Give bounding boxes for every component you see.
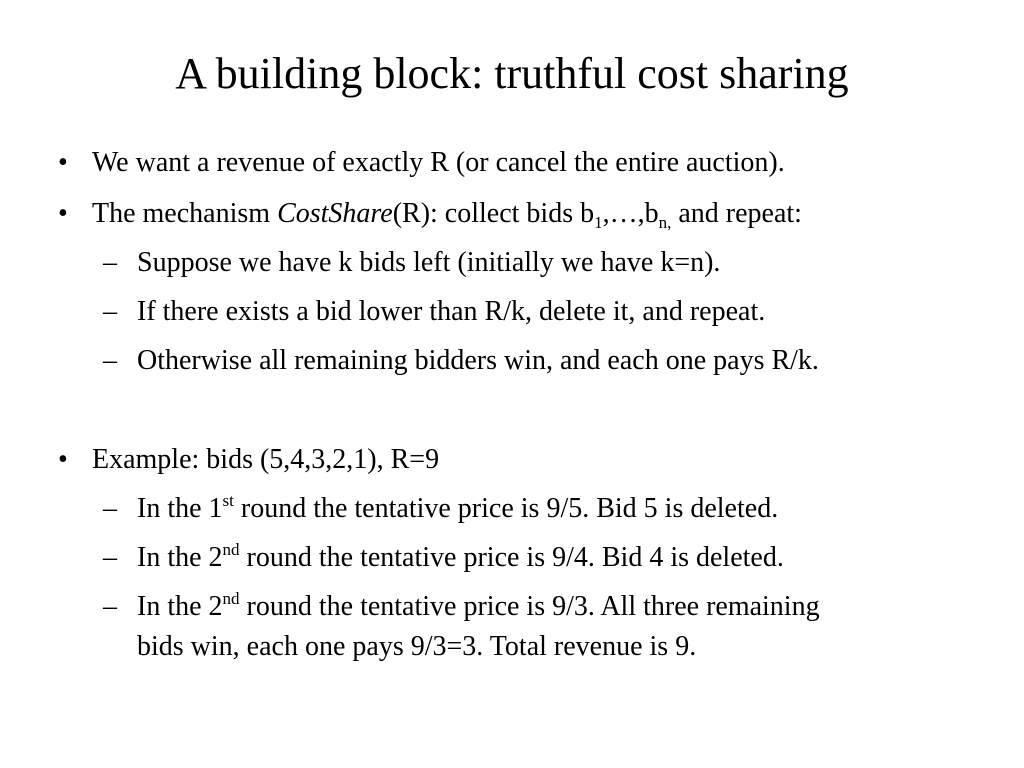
- text-segment: In the 1: [137, 493, 223, 524]
- superscript: nd: [222, 589, 240, 608]
- text-segment: round the tentative price is 9/4. Bid 4 is deleted.: [239, 542, 784, 573]
- bullet-marker: •: [58, 147, 68, 178]
- bullet-mechanism: [92, 197, 802, 231]
- text-segment: round the tentative price is 9/3. All three remaining: [239, 591, 820, 622]
- dash-marker: –: [103, 247, 117, 278]
- dash-marker: –: [103, 591, 117, 622]
- subscript: 1: [594, 213, 603, 232]
- text-segment: In the 2: [137, 542, 223, 573]
- sub-bullet-round-3: [137, 590, 820, 624]
- sub-bullet-round-3-continuation: bids win, each one pays 9/3=3. Total revenue is 9.: [137, 631, 697, 662]
- bullet-example: Example: bids (5,4,3,2,1), R=9: [92, 444, 440, 475]
- dash-marker: –: [103, 542, 117, 573]
- bullet-revenue: We want a revenue of exactly R (or cancel the entire auction).: [92, 147, 785, 178]
- dash-marker: –: [103, 493, 117, 524]
- sub-bullet-round-2: [137, 541, 784, 575]
- bullet-marker: •: [58, 198, 68, 229]
- superscript: st: [222, 491, 234, 510]
- superscript: nd: [222, 540, 240, 559]
- text-segment: and repeat:: [671, 198, 802, 229]
- text-segment: In the 2: [137, 591, 223, 622]
- text-segment: round the tentative price is 9/5. Bid 5 is deleted.: [233, 493, 779, 524]
- slide-title: A building block: truthful cost sharing: [175, 49, 849, 98]
- text-segment: (R): collect bids b: [392, 198, 595, 229]
- dash-marker: –: [103, 345, 117, 376]
- text-segment: The mechanism: [92, 198, 278, 229]
- sub-bullet-suppose: Suppose we have k bids left (initially we have k=n).: [137, 247, 721, 278]
- dash-marker: –: [103, 296, 117, 327]
- mechanism-name: CostShare: [277, 198, 393, 229]
- text-segment: ,…,b: [602, 198, 659, 229]
- bullet-marker: •: [58, 444, 68, 475]
- sub-bullet-otherwise: Otherwise all remaining bidders win, and each one pays R/k.: [137, 345, 819, 376]
- subscript: n,: [658, 213, 672, 232]
- sub-bullet-delete: If there exists a bid lower than R/k, delete it, and repeat.: [137, 296, 766, 327]
- sub-bullet-round-1: [137, 492, 778, 526]
